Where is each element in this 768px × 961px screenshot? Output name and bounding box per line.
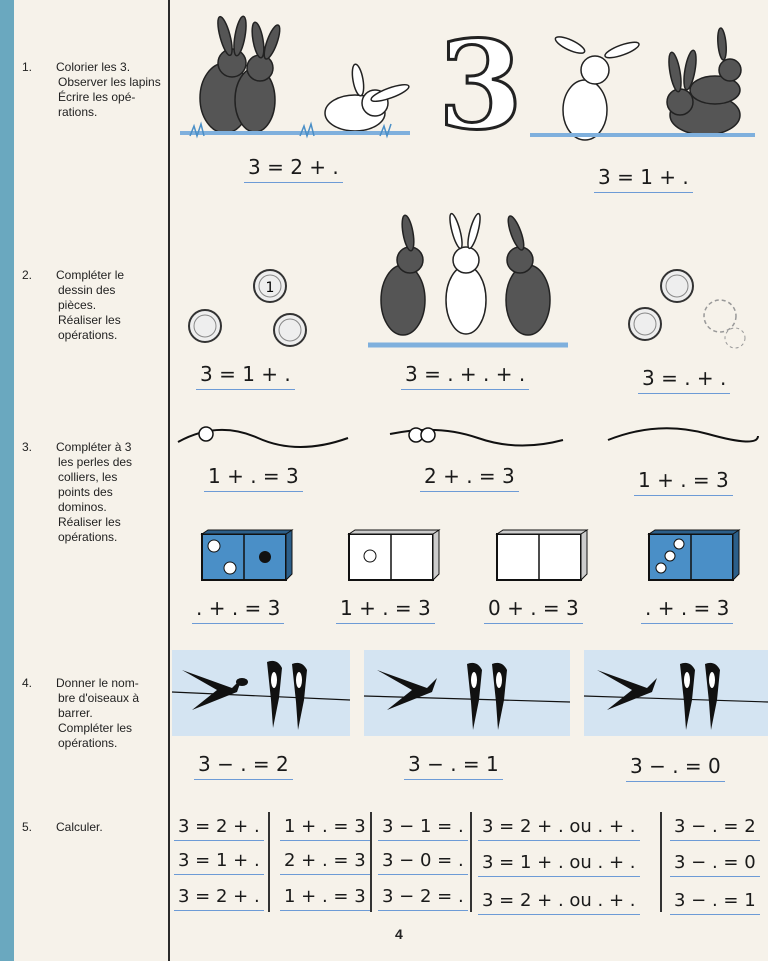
page-number: 4 <box>395 926 403 942</box>
ex5-col5-row3: 3 − . = 1 <box>674 890 756 911</box>
necklace-bead <box>199 427 213 441</box>
ex5-col1-row3: 3 = 2 + . <box>178 886 260 907</box>
instruction-1: 1. Colorier les 3. Observer les lapins Écrire les opé- rations. <box>22 60 161 119</box>
ex3-domino-equation-2: 1 + . = 3 <box>340 596 431 620</box>
ex2-equation-2: 3 = . + . + . <box>405 362 526 386</box>
necklaces <box>178 420 758 460</box>
instruction-4: 4. Donner le nom- bre d'oiseaux à barrer. Compléter les opérations. <box>22 676 140 750</box>
necklace-bead <box>421 428 435 442</box>
instruction-2: 2. Compléter le dessin des pièces. Réaliser les opérations. <box>22 268 125 342</box>
calc-divider-4 <box>660 812 662 912</box>
rabbits-group-left-illustration <box>180 18 430 143</box>
ex5-col4-row3: 3 = 2 + . ou . + . <box>482 890 636 911</box>
ex2-equation-3: 3 = . + . <box>642 366 727 390</box>
ex4-equation-1: 3 − . = 2 <box>198 752 289 776</box>
ex5-col4-row2: 3 = 1 + . ou . + . <box>482 852 636 873</box>
ex5-col5-row1: 3 − . = 2 <box>674 816 756 837</box>
calc-divider-3 <box>470 812 472 912</box>
calc-divider-2 <box>370 812 372 912</box>
ex1-equation-1: 3 = 2 + . <box>248 155 339 179</box>
ex5-col2-row2: 2 + . = 3 <box>284 850 366 871</box>
calc-divider-1 <box>268 812 270 912</box>
coins-right-group <box>625 268 750 353</box>
ex5-col2-row3: 1 + . = 3 <box>284 886 366 907</box>
ex4-equation-2: 3 − . = 1 <box>408 752 499 776</box>
coins-left-group <box>185 268 310 348</box>
ex3-necklace-equation-2: 2 + . = 3 <box>424 464 515 488</box>
ex3-domino-equation-1: . + . = 3 <box>196 596 281 620</box>
ex5-col1-row1: 3 = 2 + . <box>178 816 260 837</box>
ex5-col4-row1: 3 = 2 + . ou . + . <box>482 816 636 837</box>
ex5-col2-row1: 1 + . = 3 <box>284 816 366 837</box>
margin-rule <box>168 0 170 961</box>
domino-4 <box>645 530 740 585</box>
coin-value-label: 1 <box>265 280 275 296</box>
domino-2 <box>345 530 440 585</box>
ex3-domino-equation-4: . + . = 3 <box>645 596 730 620</box>
dancing-rabbits-illustration <box>368 215 568 355</box>
instruction-5: 5. Calculer. <box>22 820 103 834</box>
ex5-col3-row1: 3 − 1 = . <box>382 816 464 837</box>
instruction-3: 3. Compléter à 3 les perles des colliers, les points des dominos. Réaliser les opérations. <box>22 440 133 544</box>
ex5-col1-row2: 3 = 1 + . <box>178 850 260 871</box>
ex5-col3-row2: 3 − 0 = . <box>382 850 464 871</box>
domino-1 <box>198 530 293 585</box>
rabbits-group-right-illustration <box>530 30 760 150</box>
ex2-equation-1: 3 = 1 + . <box>200 362 291 386</box>
ex4-equation-3: 3 − . = 0 <box>630 754 721 778</box>
ex3-domino-equation-3: 0 + . = 3 <box>488 596 579 620</box>
ex1-equation-2: 3 = 1 + . <box>598 165 689 189</box>
big-digit-three: 3 <box>438 13 523 157</box>
ex5-col5-row2: 3 − . = 0 <box>674 852 756 873</box>
ex3-necklace-equation-1: 1 + . = 3 <box>208 464 299 488</box>
domino-3 <box>493 530 588 585</box>
ex5-col3-row3: 3 − 2 = . <box>382 886 464 907</box>
swallows-illustration <box>172 650 768 736</box>
ex3-necklace-equation-3: 1 + . = 3 <box>638 468 729 492</box>
